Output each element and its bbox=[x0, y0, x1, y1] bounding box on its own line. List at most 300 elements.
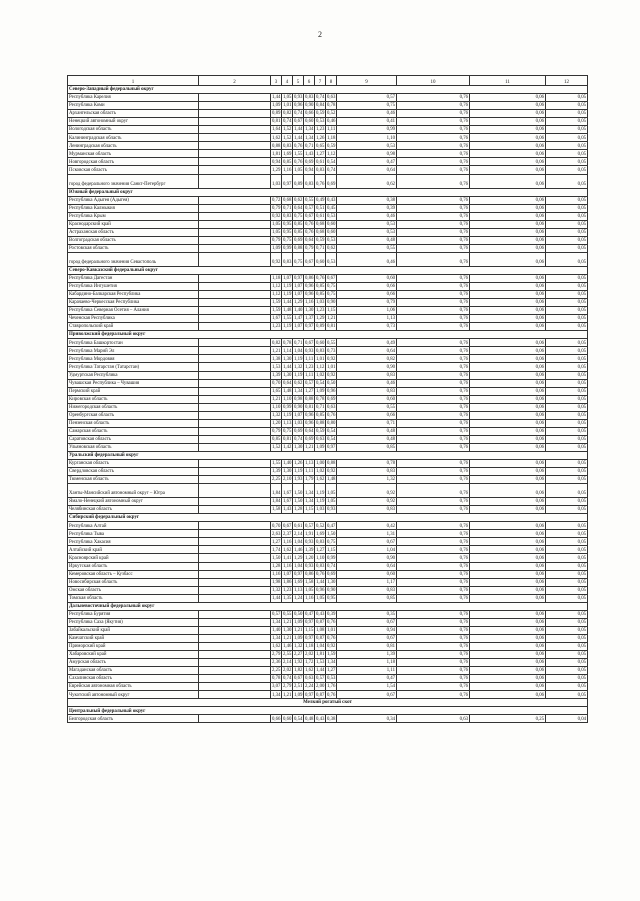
value-cell: 0,60 bbox=[327, 230, 336, 235]
table-row bbox=[68, 363, 588, 371]
value-cell: 1,01 bbox=[316, 356, 325, 362]
value-cell: 0,46 bbox=[337, 252, 397, 266]
value-cell: 0,60 bbox=[327, 221, 336, 227]
value-cell: 0,82 bbox=[283, 111, 292, 117]
value-cell: 0,89 bbox=[293, 174, 304, 188]
value-cell: 0,78 bbox=[272, 676, 281, 682]
value-cell: 1,26 bbox=[316, 135, 325, 141]
column-header: 5 bbox=[293, 76, 304, 86]
value-cell: 0,05 bbox=[546, 618, 588, 626]
region-name: Волгоградская область bbox=[68, 236, 199, 244]
table-row bbox=[68, 435, 588, 443]
value-cell: 0,88 bbox=[305, 396, 314, 402]
table-row bbox=[68, 715, 588, 723]
value-cell: 1,69 bbox=[283, 151, 292, 157]
table-row bbox=[68, 683, 588, 691]
value-cell: 0,76 bbox=[327, 412, 336, 418]
value-cell: 0,06 bbox=[470, 387, 546, 395]
value-cell: 0,05 bbox=[546, 643, 588, 651]
table-row bbox=[68, 118, 588, 126]
value-cell: 0,66 bbox=[305, 111, 314, 117]
value-cell: 3,07 bbox=[272, 684, 281, 690]
value-cell: 0,76 bbox=[294, 159, 303, 165]
value-cell: 0,76 bbox=[397, 347, 470, 355]
value-cell: 0,06 bbox=[470, 618, 546, 626]
region-name: Республика Татарстан (Татарстан) bbox=[68, 363, 199, 371]
value-cell: 0,60 bbox=[315, 252, 326, 266]
value-cell: 0,76 bbox=[397, 274, 470, 282]
table-row bbox=[68, 126, 588, 134]
value-cell: 0,05 bbox=[546, 562, 588, 570]
value-cell: 0,95 bbox=[283, 221, 292, 227]
value-cell: 0,05 bbox=[546, 118, 588, 126]
value-cell: 0,63 bbox=[327, 404, 336, 410]
value-cell: 0,49 bbox=[337, 339, 397, 347]
region-name: Пензенская область bbox=[68, 419, 199, 427]
table-row bbox=[68, 299, 588, 307]
empty-cell bbox=[199, 355, 271, 363]
value-cell: 2,25 bbox=[272, 668, 281, 674]
value-cell: 1,72 bbox=[305, 660, 314, 666]
empty-cell bbox=[199, 220, 271, 228]
value-cell: 0,64 bbox=[305, 238, 314, 244]
value-cell: 0,05 bbox=[546, 363, 588, 371]
value-cell: 2,63 bbox=[272, 531, 281, 537]
value-cell: 0,96 bbox=[305, 412, 314, 418]
value-cell: 0,94 bbox=[305, 167, 314, 173]
value-cell: 0,85 bbox=[316, 412, 325, 418]
table-row bbox=[68, 634, 588, 642]
value-cell: 0,76 bbox=[397, 522, 470, 530]
region-name: Республика Коми bbox=[68, 102, 199, 110]
value-cell: 1,09 bbox=[294, 692, 303, 698]
value-cell: 1,55 bbox=[283, 316, 292, 322]
table-row bbox=[68, 643, 588, 651]
value-cell: 1,06 bbox=[337, 307, 397, 315]
value-cell: 0,61 bbox=[294, 523, 303, 529]
empty-cell bbox=[199, 683, 271, 691]
table-header-row bbox=[68, 76, 588, 86]
value-cell: 0,63 bbox=[397, 715, 470, 723]
value-cell: 0,67 bbox=[337, 634, 397, 642]
value-cell: 0,65 bbox=[316, 143, 325, 149]
value-cell: 0,76 bbox=[397, 395, 470, 403]
value-cell: 1,07 bbox=[294, 284, 303, 290]
value-cell: 0,05 bbox=[546, 468, 588, 476]
region-name: Республика Адыгея (Адыгея) bbox=[68, 196, 199, 204]
value-cell: 0,05 bbox=[546, 110, 588, 118]
value-cell: 0,05 bbox=[546, 166, 588, 174]
region-name: Республика Крым bbox=[68, 212, 199, 220]
value-cell: 0,49 bbox=[316, 197, 325, 203]
value-cell: 1,00 bbox=[316, 461, 325, 467]
value-cell: 0,82 bbox=[272, 340, 281, 346]
value-cell: 2,25 bbox=[272, 477, 281, 483]
value-cell: 0,05 bbox=[546, 578, 588, 586]
region-name: Карачаево-Черкесская Республика bbox=[68, 299, 199, 307]
value-cell: 0,68 bbox=[316, 230, 325, 235]
value-cell: 0,06 bbox=[470, 691, 546, 699]
value-cell: 0,05 bbox=[546, 387, 588, 395]
value-cell: 0,48 bbox=[305, 716, 314, 722]
value-cell: 1,34 bbox=[305, 127, 314, 133]
value-cell: 1,39 bbox=[272, 469, 281, 475]
value-cell: 1,13 bbox=[294, 587, 303, 593]
value-cell: 0,71 bbox=[283, 205, 292, 211]
value-cell: 0,76 bbox=[397, 339, 470, 347]
value-cell: 0,06 bbox=[470, 675, 546, 683]
value-cell: 1,19 bbox=[316, 499, 325, 505]
value-cell: 1,64 bbox=[272, 127, 281, 133]
empty-cell bbox=[199, 102, 271, 110]
value-cell: 2,37 bbox=[283, 531, 292, 537]
table-row bbox=[68, 158, 588, 166]
value-cell: 0,47 bbox=[305, 612, 314, 618]
value-cell: 0,72 bbox=[272, 197, 281, 203]
value-cell: 0,05 bbox=[546, 244, 588, 252]
value-cell: 1,20 bbox=[305, 555, 314, 561]
value-cell: 0,55 bbox=[283, 612, 292, 618]
value-cell: 0,38 bbox=[337, 196, 397, 204]
value-cell: 1,54 bbox=[337, 683, 397, 691]
value-cell: 0,76 bbox=[397, 460, 470, 468]
value-cell: 1,92 bbox=[294, 660, 303, 666]
value-cell: 0,06 bbox=[470, 427, 546, 435]
value-cell: 1,44 bbox=[272, 595, 281, 601]
column-header: 6 bbox=[304, 76, 315, 86]
value-cell: 0,05 bbox=[546, 150, 588, 158]
section-header-row bbox=[68, 451, 588, 459]
value-cell: 0,76 bbox=[397, 174, 470, 188]
region-name: Амурская область bbox=[68, 659, 199, 667]
table-row bbox=[68, 610, 588, 618]
value-cell: 2,14 bbox=[283, 660, 292, 666]
value-cell: 1,05 bbox=[272, 221, 281, 227]
empty-cell bbox=[199, 212, 271, 220]
value-cell: 0,83 bbox=[305, 95, 314, 101]
value-cell: 1,44 bbox=[283, 300, 292, 306]
empty-cell bbox=[199, 291, 271, 299]
value-cell: 0,76 bbox=[397, 683, 470, 691]
value-cell: 0,39 bbox=[337, 204, 397, 212]
region-name: Красноярский край bbox=[68, 554, 199, 562]
value-cell: 0,41 bbox=[337, 118, 397, 126]
value-cell: 1,19 bbox=[283, 292, 292, 298]
value-cell: 0,81 bbox=[327, 324, 336, 330]
value-cell: 0,96 bbox=[305, 292, 314, 298]
value-cell: 0,05 bbox=[546, 659, 588, 667]
table-row bbox=[68, 379, 588, 387]
value-cell: 0,60 bbox=[283, 716, 292, 722]
table-row bbox=[68, 659, 588, 667]
value-cell: 1,53 bbox=[316, 660, 325, 666]
value-cell: 0,97 bbox=[305, 636, 314, 642]
value-cell: 0,76 bbox=[397, 643, 470, 651]
value-cell: 1,07 bbox=[283, 276, 292, 282]
value-cell: 0,06 bbox=[470, 460, 546, 468]
value-cell: 1,19 bbox=[283, 412, 292, 418]
value-cell: 1,59 bbox=[272, 300, 281, 306]
region-name: Архангельская область bbox=[68, 110, 199, 118]
value-cell: 0,66 bbox=[337, 411, 397, 419]
value-cell: 1,40 bbox=[294, 308, 303, 314]
value-cell: 0,76 bbox=[397, 675, 470, 683]
value-cell: 0,34 bbox=[337, 715, 397, 723]
value-cell: 1,05 bbox=[283, 95, 292, 101]
value-cell: 0,83 bbox=[283, 213, 292, 219]
column-header: 9 bbox=[337, 76, 397, 86]
value-cell: 1,62 bbox=[272, 135, 281, 141]
value-cell: 0,64 bbox=[337, 166, 397, 174]
value-cell: 0,05 bbox=[546, 94, 588, 102]
value-cell: 0,47 bbox=[327, 523, 336, 529]
value-cell: 1,11 bbox=[305, 469, 314, 475]
section-title: Сибирский федеральный округ bbox=[68, 514, 588, 522]
value-cell: 0,05 bbox=[546, 435, 588, 443]
value-cell: 0,54 bbox=[327, 429, 336, 435]
region-name: Республика Карелия bbox=[68, 94, 199, 102]
value-cell: 0,06 bbox=[470, 476, 546, 484]
empty-cell bbox=[199, 411, 271, 419]
value-cell: 0,67 bbox=[337, 538, 397, 546]
value-cell: 0,88 bbox=[316, 421, 325, 427]
table-row bbox=[68, 134, 588, 142]
value-cell: 0,99 bbox=[337, 126, 397, 134]
value-cell: 0,48 bbox=[337, 236, 397, 244]
value-cell: 1,24 bbox=[294, 595, 303, 601]
value-cell: 0,88 bbox=[272, 143, 281, 149]
table-row bbox=[68, 166, 588, 174]
empty-cell bbox=[199, 252, 271, 266]
value-cell: 0,64 bbox=[337, 347, 397, 355]
value-cell: 0,83 bbox=[316, 563, 325, 569]
value-cell: 0,76 bbox=[397, 498, 470, 506]
value-cell: 0,57 bbox=[316, 676, 325, 682]
value-cell: 0,76 bbox=[397, 594, 470, 602]
value-cell: 0,06 bbox=[470, 307, 546, 315]
table-row bbox=[68, 538, 588, 546]
value-cell: 0,05 bbox=[546, 460, 588, 468]
value-cell: 1,44 bbox=[294, 127, 303, 133]
value-cell: 0,54 bbox=[316, 380, 325, 386]
region-name: Республика Алтай bbox=[68, 522, 199, 530]
value-cell: 1,13 bbox=[305, 461, 314, 467]
value-cell: 1,13 bbox=[337, 315, 397, 323]
value-cell: 1,30 bbox=[283, 356, 292, 362]
value-cell: 1,12 bbox=[272, 284, 281, 290]
value-cell: 1,09 bbox=[316, 445, 325, 451]
value-cell: 0,76 bbox=[397, 323, 470, 331]
empty-cell bbox=[199, 244, 271, 252]
value-cell: 0,92 bbox=[327, 372, 336, 378]
value-cell: 1,29 bbox=[272, 167, 281, 173]
value-cell: 0,70 bbox=[272, 523, 281, 529]
value-cell: 0,76 bbox=[397, 371, 470, 379]
value-cell: 1,38 bbox=[272, 356, 281, 362]
value-cell: 0,06 bbox=[470, 134, 546, 142]
value-cell: 0,67 bbox=[294, 119, 303, 125]
value-cell: 1,62 bbox=[316, 477, 325, 483]
region-name: Свердловская область bbox=[68, 468, 199, 476]
value-cell: 0,53 bbox=[337, 220, 397, 228]
value-cell: 0,99 bbox=[327, 555, 336, 561]
value-cell: 0,93 bbox=[305, 348, 314, 354]
value-cell: 0,85 bbox=[316, 284, 325, 290]
value-cell: 0,99 bbox=[283, 246, 292, 252]
value-cell: 0,75 bbox=[327, 539, 336, 545]
table-row bbox=[68, 236, 588, 244]
table-row bbox=[68, 315, 588, 323]
region-name: Новосибирская область bbox=[68, 578, 199, 586]
table-row bbox=[68, 506, 588, 514]
region-name: Томская область bbox=[68, 594, 199, 602]
table-row bbox=[68, 347, 588, 355]
empty-cell bbox=[199, 610, 271, 618]
value-cell: 0,06 bbox=[470, 554, 546, 562]
region-name: Республика Северная Осетия – Алания bbox=[68, 307, 199, 315]
table-row bbox=[68, 142, 588, 150]
value-cell: 0,79 bbox=[272, 429, 281, 435]
value-cell: 1,27 bbox=[316, 151, 325, 157]
value-cell: 0,75 bbox=[327, 284, 336, 290]
value-cell: 1,62 bbox=[283, 547, 292, 553]
value-cell: 1,10 bbox=[316, 555, 325, 561]
value-cell: 0,75 bbox=[294, 213, 303, 219]
empty-cell bbox=[199, 562, 271, 570]
empty-cell bbox=[199, 274, 271, 282]
value-cell: 0,66 bbox=[337, 282, 397, 290]
value-cell: 0,06 bbox=[470, 610, 546, 618]
value-cell: 1,30 bbox=[283, 469, 292, 475]
value-cell: 0,06 bbox=[470, 291, 546, 299]
value-cell: 1,09 bbox=[294, 636, 303, 642]
value-cell: 0,06 bbox=[470, 204, 546, 212]
table-row bbox=[68, 586, 588, 594]
value-cell: 0,83 bbox=[337, 371, 397, 379]
value-cell: 1,30 bbox=[294, 445, 303, 451]
value-cell: 0,47 bbox=[337, 158, 397, 166]
region-name: Сахалинская область bbox=[68, 675, 199, 683]
section-header-row bbox=[68, 514, 588, 522]
value-cell: 1,07 bbox=[294, 412, 303, 418]
category-header-row bbox=[68, 699, 588, 707]
value-cell: 0,25 bbox=[470, 715, 546, 723]
value-cell: 0,05 bbox=[546, 323, 588, 331]
value-cell: 1,52 bbox=[272, 445, 281, 451]
value-cell: 1,28 bbox=[272, 563, 281, 569]
value-cell: 0,05 bbox=[546, 594, 588, 602]
value-cell: 1,39 bbox=[272, 372, 281, 378]
value-cell: 0,53 bbox=[327, 676, 336, 682]
value-cell: 0,06 bbox=[470, 484, 546, 498]
value-cell: 0,06 bbox=[470, 212, 546, 220]
value-cell: 0,80 bbox=[327, 421, 336, 427]
table-row bbox=[68, 594, 588, 602]
value-cell: 1,39 bbox=[305, 547, 314, 553]
empty-cell bbox=[199, 94, 271, 102]
value-cell: 0,71 bbox=[337, 419, 397, 427]
value-cell: 0,62 bbox=[294, 197, 303, 203]
table-row bbox=[68, 476, 588, 484]
value-cell: 1,10 bbox=[337, 134, 397, 142]
value-cell: 0,94 bbox=[272, 159, 281, 165]
value-cell: 0,76 bbox=[397, 618, 470, 626]
value-cell: 1,34 bbox=[305, 135, 314, 141]
value-cell: 0,06 bbox=[470, 586, 546, 594]
value-cell: 0,05 bbox=[546, 403, 588, 411]
table-row bbox=[68, 339, 588, 347]
value-cell: 1,04 bbox=[294, 348, 303, 354]
value-cell: 0,76 bbox=[397, 578, 470, 586]
value-cell: 1,29 bbox=[294, 555, 303, 561]
value-cell: 0,06 bbox=[470, 228, 546, 236]
value-cell: 0,76 bbox=[397, 610, 470, 618]
value-cell: 0,05 bbox=[546, 196, 588, 204]
value-cell: 0,76 bbox=[397, 158, 470, 166]
value-cell: 0,98 bbox=[294, 396, 303, 402]
region-name: Курганская область bbox=[68, 460, 199, 468]
empty-cell bbox=[199, 204, 271, 212]
empty-cell bbox=[199, 196, 271, 204]
value-cell: 0,05 bbox=[546, 651, 588, 659]
value-cell: 0,06 bbox=[470, 315, 546, 323]
value-cell: 0,90 bbox=[337, 554, 397, 562]
value-cell: 0,76 bbox=[397, 476, 470, 484]
value-cell: 0,57 bbox=[305, 380, 314, 386]
value-cell: 0,85 bbox=[294, 230, 303, 235]
page-number: 2 bbox=[318, 30, 322, 39]
value-cell: 0,05 bbox=[546, 339, 588, 347]
value-cell: 1,48 bbox=[283, 388, 292, 394]
empty-cell bbox=[199, 347, 271, 355]
value-cell: 0,05 bbox=[546, 546, 588, 554]
value-cell: 0,79 bbox=[337, 299, 397, 307]
value-cell: 0,05 bbox=[546, 371, 588, 379]
value-cell: 1,44 bbox=[316, 668, 325, 674]
value-cell: 0,76 bbox=[397, 651, 470, 659]
value-cell: 1,15 bbox=[327, 308, 336, 314]
value-cell: 1,03 bbox=[316, 507, 325, 513]
value-cell: 0,67 bbox=[294, 676, 303, 682]
value-cell: 2,02 bbox=[305, 652, 314, 658]
value-cell: 1,11 bbox=[305, 372, 314, 378]
value-cell: 1,69 bbox=[316, 531, 325, 537]
region-name: Кабардино-Балкарская Республика bbox=[68, 291, 199, 299]
value-cell: 1,30 bbox=[327, 579, 336, 585]
value-cell: 0,05 bbox=[546, 538, 588, 546]
value-cell: 0,97 bbox=[305, 620, 314, 626]
empty-cell bbox=[199, 435, 271, 443]
value-cell: 0,76 bbox=[397, 387, 470, 395]
column-header: 10 bbox=[397, 76, 470, 86]
value-cell: 0,57 bbox=[337, 94, 397, 102]
table-row bbox=[68, 546, 588, 554]
value-cell: 1,98 bbox=[272, 579, 281, 585]
value-cell: 0,83 bbox=[282, 252, 293, 266]
value-cell: 1,11 bbox=[337, 667, 397, 675]
value-cell: 0,75 bbox=[283, 429, 292, 435]
value-cell: 0,76 bbox=[397, 506, 470, 514]
value-cell: 0,92 bbox=[327, 356, 336, 362]
value-cell: 0,06 bbox=[470, 522, 546, 530]
value-cell: 0,06 bbox=[470, 667, 546, 675]
value-cell: 1,21 bbox=[294, 628, 303, 634]
value-cell: 0,85 bbox=[272, 437, 281, 443]
value-cell: 0,54 bbox=[327, 159, 336, 165]
empty-cell bbox=[199, 158, 271, 166]
value-cell: 0,83 bbox=[316, 167, 325, 173]
value-cell: 0,60 bbox=[305, 119, 314, 125]
